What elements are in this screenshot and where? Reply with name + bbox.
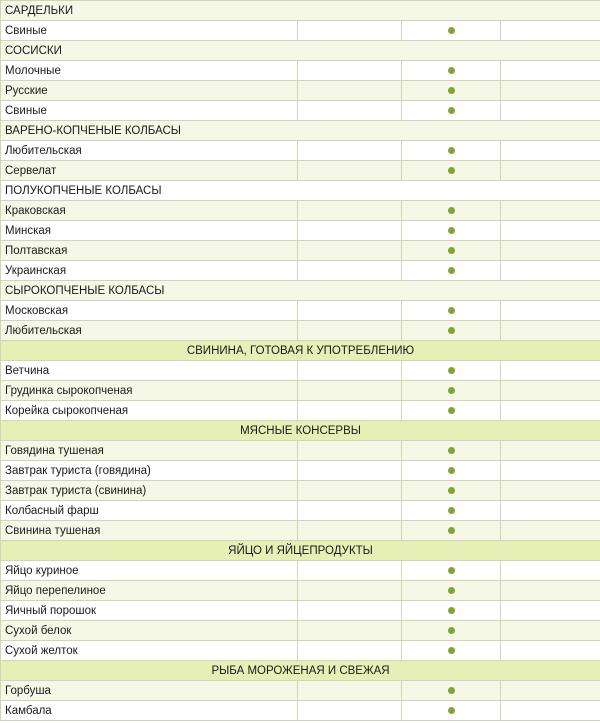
table-row: [1, 81, 600, 101]
mark-cell: [402, 201, 501, 221]
bullet-dot-icon: [448, 507, 455, 514]
bullet-dot-icon: [448, 467, 455, 474]
section-header-label: СВИНИНА, ГОТОВАЯ К УПОТРЕБЛЕНИЮ: [1, 341, 600, 361]
empty-cell: [501, 21, 600, 41]
empty-cell: [298, 21, 402, 41]
product-name: Русские: [1, 81, 298, 101]
empty-cell: [501, 261, 600, 281]
bullet-dot-icon: [448, 67, 455, 74]
bullet-dot-icon: [448, 707, 455, 714]
product-name: Свиные: [1, 101, 298, 121]
mark-cell: [402, 361, 501, 381]
empty-cell: [298, 481, 402, 501]
empty-cell: [501, 681, 600, 701]
table-row: [1, 241, 600, 261]
mark-cell: [402, 621, 501, 641]
product-name: Краковская: [1, 201, 298, 221]
product-name: Свиные: [1, 21, 298, 41]
bullet-dot-icon: [448, 107, 455, 114]
table-row: [1, 481, 600, 501]
empty-cell: [501, 301, 600, 321]
empty-cell: [298, 241, 402, 261]
empty-cell: [501, 481, 600, 501]
category-row: [1, 181, 600, 201]
mark-cell: [402, 641, 501, 661]
product-name: Корейка сырокопченая: [1, 401, 298, 421]
empty-cell: [501, 501, 600, 521]
bullet-dot-icon: [448, 367, 455, 374]
table-row: [1, 261, 600, 281]
table-row: [1, 301, 600, 321]
empty-cell: [501, 61, 600, 81]
empty-cell: [298, 461, 402, 481]
product-name: Полтавская: [1, 241, 298, 261]
mark-cell: [402, 241, 501, 261]
table-row: [1, 381, 600, 401]
empty-cell: [298, 561, 402, 581]
table-row: [1, 641, 600, 661]
product-name: Любительская: [1, 141, 298, 161]
mark-cell: [402, 521, 501, 541]
section-header-label: РЫБА МОРОЖЕНАЯ И СВЕЖАЯ: [1, 661, 600, 681]
mark-cell: [402, 441, 501, 461]
product-name: Свинина тушеная: [1, 521, 298, 541]
product-name: Камбала: [1, 701, 298, 721]
empty-cell: [298, 641, 402, 661]
table-row: [1, 361, 600, 381]
empty-cell: [298, 501, 402, 521]
mark-cell: [402, 401, 501, 421]
product-name: Любительская: [1, 321, 298, 341]
table-row: [1, 61, 600, 81]
category-label: СОСИСКИ: [1, 41, 600, 61]
mark-cell: [402, 141, 501, 161]
mark-cell: [402, 261, 501, 281]
bullet-dot-icon: [448, 527, 455, 534]
mark-cell: [402, 21, 501, 41]
product-name: Сухой желток: [1, 641, 298, 661]
category-label: САРДЕЛЬКИ: [1, 1, 600, 21]
bullet-dot-icon: [448, 167, 455, 174]
category-row: [1, 281, 600, 301]
product-name: Сервелат: [1, 161, 298, 181]
bullet-dot-icon: [448, 447, 455, 454]
mark-cell: [402, 581, 501, 601]
product-name: Яйцо перепелиное: [1, 581, 298, 601]
empty-cell: [501, 101, 600, 121]
empty-cell: [298, 621, 402, 641]
table-row: [1, 501, 600, 521]
empty-cell: [298, 201, 402, 221]
empty-cell: [501, 601, 600, 621]
empty-cell: [298, 321, 402, 341]
table-row: [1, 621, 600, 641]
product-name: Завтрак туриста (говядина): [1, 461, 298, 481]
empty-cell: [298, 81, 402, 101]
table-row: [1, 441, 600, 461]
section-header-row: [1, 341, 600, 361]
table-row: [1, 521, 600, 541]
product-name: Грудинка сырокопченая: [1, 381, 298, 401]
empty-cell: [501, 381, 600, 401]
mark-cell: [402, 701, 501, 721]
table-row: [1, 601, 600, 621]
empty-cell: [501, 201, 600, 221]
empty-cell: [298, 681, 402, 701]
bullet-dot-icon: [448, 587, 455, 594]
table-row: [1, 101, 600, 121]
mark-cell: [402, 601, 501, 621]
empty-cell: [298, 521, 402, 541]
section-header-label: МЯСНЫЕ КОНСЕРВЫ: [1, 421, 600, 441]
empty-cell: [501, 241, 600, 261]
table-row: [1, 161, 600, 181]
empty-cell: [298, 261, 402, 281]
category-label: ВАРЕНО-КОПЧЕНЫЕ КОЛБАСЫ: [1, 121, 600, 141]
product-name: Колбасный фарш: [1, 501, 298, 521]
empty-cell: [298, 701, 402, 721]
bullet-dot-icon: [448, 687, 455, 694]
bullet-dot-icon: [448, 627, 455, 634]
empty-cell: [298, 301, 402, 321]
product-name: Яйцо куриное: [1, 561, 298, 581]
product-name: Молочные: [1, 61, 298, 81]
bullet-dot-icon: [448, 487, 455, 494]
mark-cell: [402, 321, 501, 341]
empty-cell: [298, 601, 402, 621]
table-row: [1, 461, 600, 481]
bullet-dot-icon: [448, 327, 455, 334]
empty-cell: [501, 141, 600, 161]
mark-cell: [402, 461, 501, 481]
category-row: [1, 121, 600, 141]
bullet-dot-icon: [448, 227, 455, 234]
section-header-row: [1, 541, 600, 561]
empty-cell: [298, 61, 402, 81]
bullet-dot-icon: [448, 247, 455, 254]
empty-cell: [501, 701, 600, 721]
mark-cell: [402, 501, 501, 521]
bullet-dot-icon: [448, 147, 455, 154]
bullet-dot-icon: [448, 387, 455, 394]
empty-cell: [298, 101, 402, 121]
bullet-dot-icon: [448, 267, 455, 274]
category-label: СЫРОКОПЧЕНЫЕ КОЛБАСЫ: [1, 281, 600, 301]
table-row: [1, 321, 600, 341]
empty-cell: [501, 461, 600, 481]
mark-cell: [402, 381, 501, 401]
empty-cell: [298, 221, 402, 241]
table-row: [1, 701, 600, 721]
empty-cell: [501, 161, 600, 181]
section-header-row: [1, 661, 600, 681]
empty-cell: [298, 141, 402, 161]
bullet-dot-icon: [448, 27, 455, 34]
bullet-dot-icon: [448, 607, 455, 614]
product-name: Украинская: [1, 261, 298, 281]
category-row: [1, 41, 600, 61]
empty-cell: [501, 401, 600, 421]
table-row: [1, 221, 600, 241]
product-name: Горбуша: [1, 681, 298, 701]
product-name: Завтрак туриста (свинина): [1, 481, 298, 501]
product-table-body: [1, 1, 600, 721]
empty-cell: [298, 401, 402, 421]
product-name: Московская: [1, 301, 298, 321]
mark-cell: [402, 561, 501, 581]
section-header-label: ЯЙЦО И ЯЙЦЕПРОДУКТЫ: [1, 541, 600, 561]
empty-cell: [501, 441, 600, 461]
empty-cell: [501, 81, 600, 101]
product-name: Сухой белок: [1, 621, 298, 641]
empty-cell: [501, 621, 600, 641]
mark-cell: [402, 161, 501, 181]
empty-cell: [501, 361, 600, 381]
category-label: ПОЛУКОПЧЕНЫЕ КОЛБАСЫ: [1, 181, 600, 201]
mark-cell: [402, 481, 501, 501]
category-row: [1, 1, 600, 21]
section-header-row: [1, 421, 600, 441]
empty-cell: [298, 161, 402, 181]
product-name: Говядина тушеная: [1, 441, 298, 461]
empty-cell: [298, 361, 402, 381]
bullet-dot-icon: [448, 207, 455, 214]
product-name: Ветчина: [1, 361, 298, 381]
empty-cell: [298, 581, 402, 601]
bullet-dot-icon: [448, 87, 455, 94]
table-row: [1, 581, 600, 601]
table-row: [1, 21, 600, 41]
table-row: [1, 141, 600, 161]
empty-cell: [298, 381, 402, 401]
table-row: [1, 401, 600, 421]
mark-cell: [402, 61, 501, 81]
bullet-dot-icon: [448, 647, 455, 654]
bullet-dot-icon: [448, 307, 455, 314]
empty-cell: [501, 641, 600, 661]
mark-cell: [402, 81, 501, 101]
empty-cell: [501, 581, 600, 601]
bullet-dot-icon: [448, 567, 455, 574]
empty-cell: [501, 521, 600, 541]
empty-cell: [298, 441, 402, 461]
product-name: Яичный порошок: [1, 601, 298, 621]
empty-cell: [501, 321, 600, 341]
table-row: [1, 561, 600, 581]
bullet-dot-icon: [448, 407, 455, 414]
table-row: [1, 681, 600, 701]
mark-cell: [402, 101, 501, 121]
mark-cell: [402, 301, 501, 321]
mark-cell: [402, 221, 501, 241]
product-name: Минская: [1, 221, 298, 241]
empty-cell: [501, 561, 600, 581]
table-row: [1, 201, 600, 221]
mark-cell: [402, 681, 501, 701]
empty-cell: [501, 221, 600, 241]
